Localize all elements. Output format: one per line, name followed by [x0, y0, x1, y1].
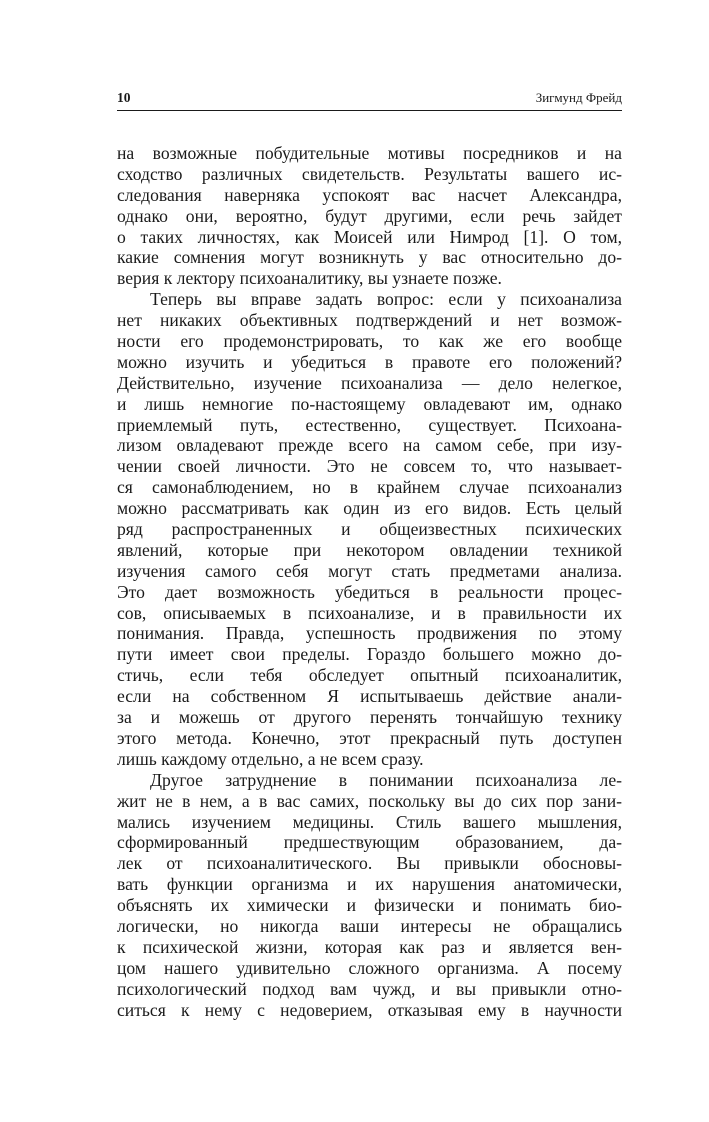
text-line: ся самонаблюдением, но в крайнем случае психоанализ	[117, 477, 622, 498]
running-head	[117, 88, 622, 108]
paragraph	[117, 143, 622, 289]
text-line: можно изучить и убедиться в правоте его положений?	[117, 351, 622, 372]
text-line: чении своей личности. Это не совсем то, что называет-	[117, 456, 622, 477]
text-line: приемлемый путь, естественно, существует. Психоана-	[117, 414, 622, 435]
text-line: жит не в нем, а в вас самих, поскольку вы до сих пор зани-	[117, 790, 622, 811]
text-line: психологический подход вам чужд, и вы привыкли отно-	[117, 978, 622, 999]
text-line: лек от психоаналитического. Вы привыкли обосновы-	[117, 853, 622, 874]
text-line: на возможные побудительные мотивы посредников и на	[117, 143, 622, 163]
text-line: сходство различных свидетельств. Результаты вашего ис-	[117, 163, 622, 184]
text-line: к психической жизни, которая как раз и является вен-	[117, 936, 622, 957]
text-line: верия к лектору психоаналитику, вы узнаете позже.	[117, 268, 502, 289]
page-number: 10	[117, 90, 131, 105]
text-line: Это дает возможность убедиться в реальности процес-	[117, 581, 622, 602]
text-line: и лишь немногие по-настоящему овладевают им, однако	[117, 393, 622, 414]
text-line: ряд распространенных и общеизвестных психических	[117, 519, 622, 540]
text-line: Теперь вы вправе задать вопрос: если у психоанализа	[150, 289, 622, 310]
text-line: цом нашего удивительно сложного организма. А посему	[117, 957, 622, 978]
text-line: ности его продемонстрировать, то как же его вообще	[117, 331, 622, 352]
text-line: логически, но никогда ваши интересы не обращались	[117, 915, 622, 936]
text-line: изучения самого себя могут стать предметами анализа.	[117, 560, 622, 581]
text-line: если на собственном Я испытываешь действие анали-	[117, 686, 622, 707]
text-line: явлений, которые при некотором овладении техникой	[117, 539, 622, 560]
text-line: можно рассматривать как один из его видов. Есть целый	[117, 498, 622, 519]
text-line: лизом овладевают прежде всего на самом себе, при изу-	[117, 435, 622, 456]
text-line: объяснять их химически и физически и понимать био-	[117, 895, 622, 916]
text-line: Действительно, изучение психоанализа — дело нелегкое,	[117, 372, 622, 393]
paragraph	[117, 770, 622, 1021]
text-line: сов, описываемых в психоанализе, и в правильности их	[117, 602, 622, 623]
text-line: этого метода. Конечно, этот прекрасный путь доступен	[117, 727, 622, 748]
text-line: Другое затруднение в понимании психоанализа ле-	[150, 769, 622, 790]
text-line: ситься к нему с недоверием, отказывая ему в научности	[117, 999, 622, 1020]
text-line: вать функции организма и их нарушения анатомически,	[117, 874, 622, 895]
text-line: за и можешь от другого перенять тончайшую технику	[117, 707, 622, 728]
text-line: мались изучением медицины. Стиль вашего мышления,	[117, 811, 622, 832]
header-rule	[117, 110, 622, 111]
running-head-author: Зигмунд Фрейд	[535, 90, 622, 105]
text-line: лишь каждому отдельно, а не всем сразу.	[117, 748, 424, 769]
text-line: стичь, если тебя обследует опытный психоаналитик,	[117, 665, 622, 686]
body-text	[117, 143, 622, 1020]
text-line: сформированный предшествующим образованием, да-	[117, 832, 622, 853]
text-line: следования наверняка успокоят вас насчет Александра,	[117, 184, 622, 205]
text-line: понимания. Правда, успешность продвижения по этому	[117, 623, 622, 644]
text-line: пути имеет свои пределы. Гораздо большего можно до-	[117, 644, 622, 665]
text-line: однако они, вероятно, будут другими, если речь зайдет	[117, 205, 622, 226]
paragraph	[117, 289, 622, 769]
text-line: о таких личностях, как Моисей или Нимрод [1]. О том,	[117, 226, 622, 247]
text-line: какие сомнения могут возникнуть у вас относительно до-	[117, 247, 622, 268]
text-line: нет никаких объективных подтверждений и нет возмож-	[117, 310, 622, 331]
